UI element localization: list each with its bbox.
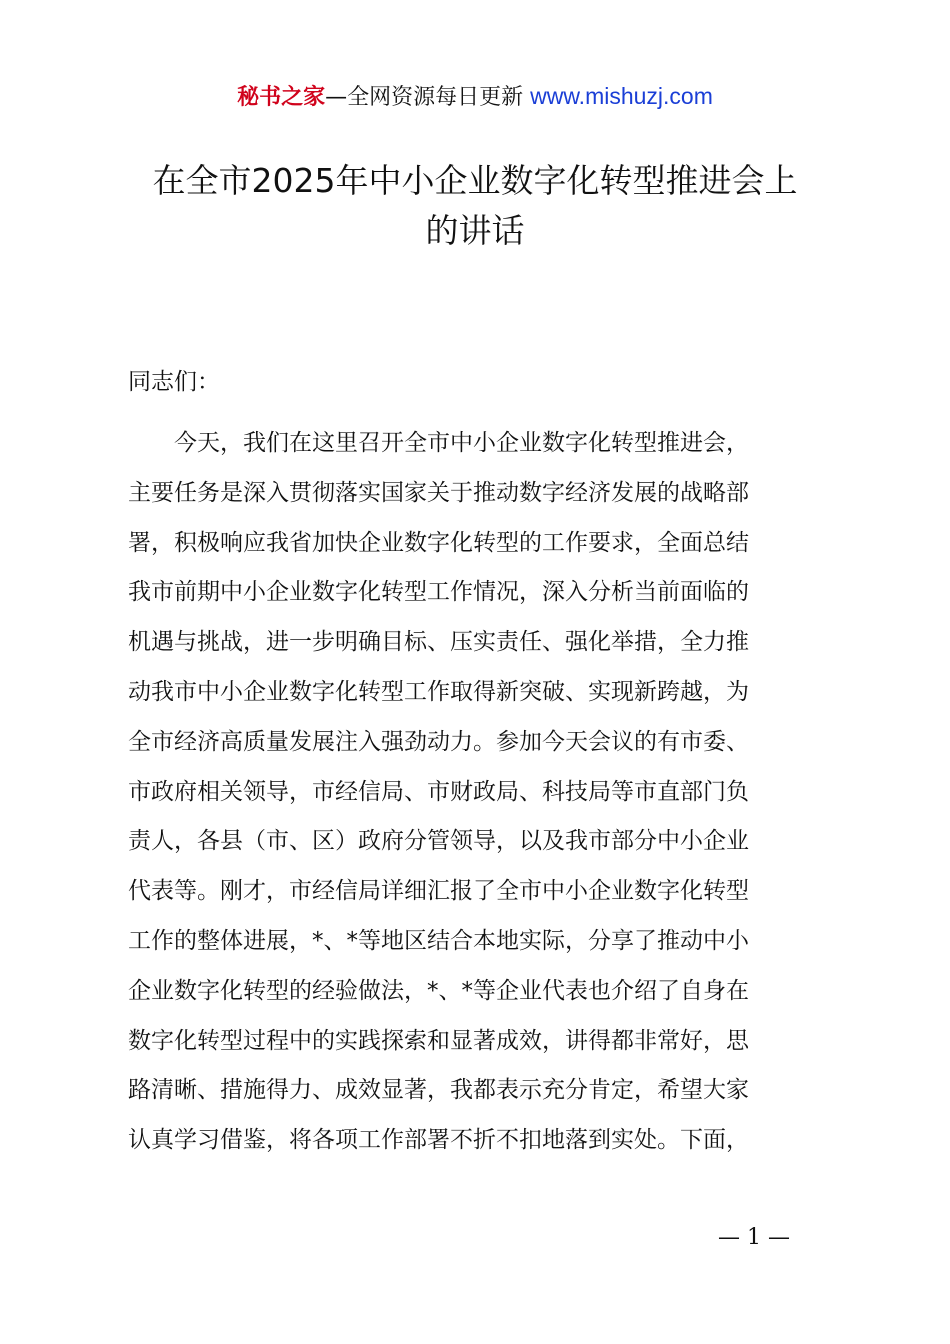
paragraph-line: 主要任务是深入贯彻落实国家关于推动数字经济发展的战略部 [128,479,749,506]
title-line: 在全市2025年中小企业数字化转型推进会上 [152,161,798,200]
salutation: 同志们： [128,369,220,395]
paragraph-line: 认真学习借鉴，将各项工作部署不折不扣地落到实处。下面， [128,1127,749,1154]
paragraph-line: 数字化转型过程中的实践探索和显著成效，讲得都非常好，思 [128,1027,749,1054]
paragraph-line: 责人，各县（市、区）政府分管领导，以及我市部分中小企业 [128,828,749,855]
paragraph-line: 代表等。刚才，市经信局详细汇报了全市中小企业数字化转型 [128,878,749,905]
document-title [100,156,850,256]
site-header [0,80,950,114]
paragraph-line: 企业数字化转型的经验做法，*、*等企业代表也介绍了自身在 [128,977,749,1004]
site-url-link[interactable]: www.mishuzj.com [530,83,713,109]
paragraph-line: 动我市中小企业数字化转型工作取得新突破、实现新跨越，为 [128,678,749,705]
paragraph-line: 我市前期中小企业数字化转型工作情况，深入分析当前面临的 [128,579,749,606]
paragraph-line: 工作的整体进展，*、*等地区结合本地实际，分享了推动中小 [128,927,749,954]
paragraph-line: 机遇与挑战，进一步明确目标、压实责任、强化举措，全力推 [128,629,749,656]
body-paragraph [128,423,832,1170]
paragraph-line: 署，积极响应我省加快企业数字化转型的工作要求，全面总结 [128,529,749,556]
paragraph-line: 路清晰、措施得力、成效显著，我都表示充分肯定，希望大家 [128,1077,749,1104]
site-tagline: —全网资源每日更新 [325,85,524,110]
title-line: 的讲话 [425,211,525,250]
paragraph-line: 今天，我们在这里召开全市中小企业数字化转型推进会， [174,430,749,456]
site-name: 秘书之家 [237,85,326,110]
paragraph-line: 全市经济高质量发展注入强劲动力。参加今天会议的有市委、 [128,728,749,755]
page-number: — 1 — [718,1225,790,1250]
paragraph-line: 市政府相关领导，市经信局、市财政局、科技局等市直部门负 [128,778,749,805]
